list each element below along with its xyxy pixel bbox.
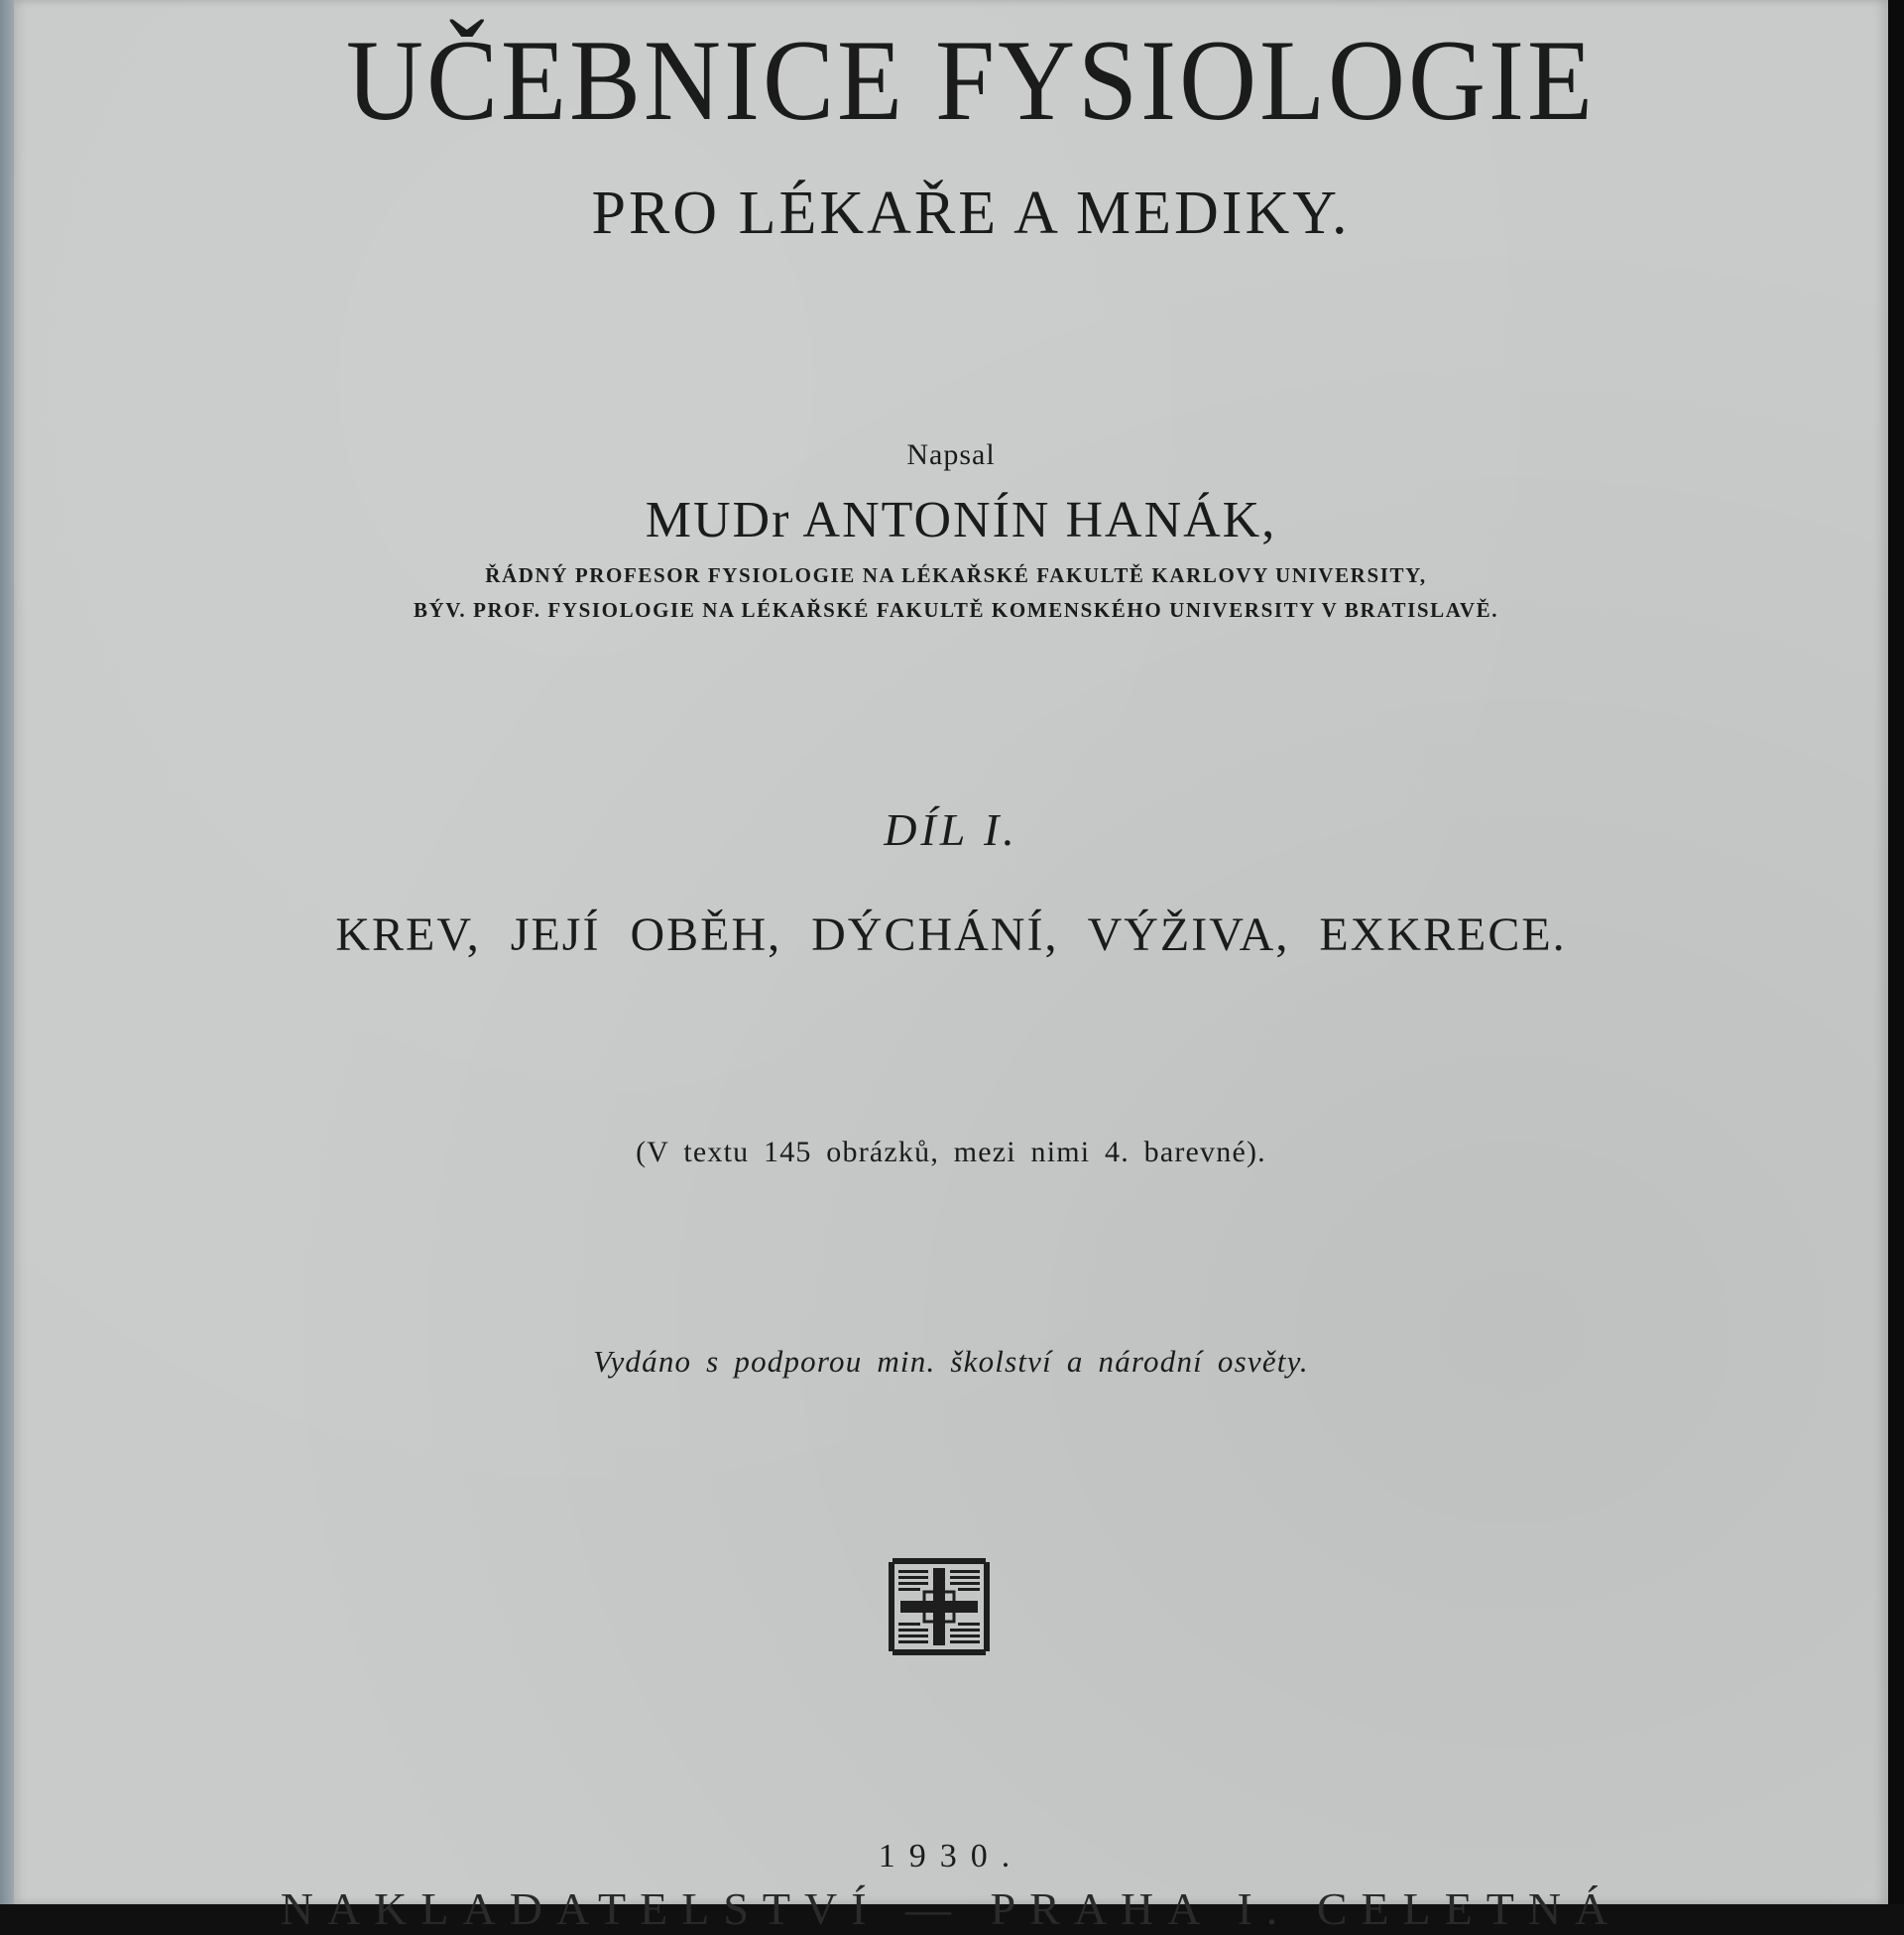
background-right-edge <box>1888 0 1904 1904</box>
publisher-emblem-icon <box>885 1552 994 1661</box>
book-title: UČEBNICE FYSIOLOGIE <box>346 17 1596 145</box>
support-note: Vydáno s podporou min. školství a národní osvěty. <box>593 1344 1309 1379</box>
volume-part: DÍL I. <box>884 804 1018 855</box>
volume-contents: KREV, JEJÍ OBĚH, DÝCHÁNÍ, VÝŽIVA, EXKRECE. <box>335 908 1567 961</box>
publication-year: 1930. <box>878 1838 1024 1875</box>
figures-note: (V textu 145 obrázků, mezi nimi 4. barevné). <box>636 1136 1266 1168</box>
author-name: MUDr ANTONÍN HANÁK, <box>645 492 1277 548</box>
book-subtitle: PRO LÉKAŘE A MEDIKY. <box>591 180 1351 247</box>
author-affiliation-line-1: ŘÁDNÝ PROFESOR FYSIOLOGIE NA LÉKAŘSKÉ FAKULTĚ KARLOVY UNIVERSITY, <box>485 563 1427 587</box>
author-affiliation-line-2: BÝV. PROF. FYSIOLOGIE NA LÉKAŘSKÉ FAKULTĚ KOMENSKÉHO UNIVERSITY V BRATISLAVĚ. <box>413 598 1499 622</box>
title-page <box>14 0 1888 1934</box>
publisher-line: NAKLADATELSTVÍ — PRAHA I. CELETNÁ <box>280 1883 1622 1934</box>
author-intro: Napsal <box>906 438 996 471</box>
